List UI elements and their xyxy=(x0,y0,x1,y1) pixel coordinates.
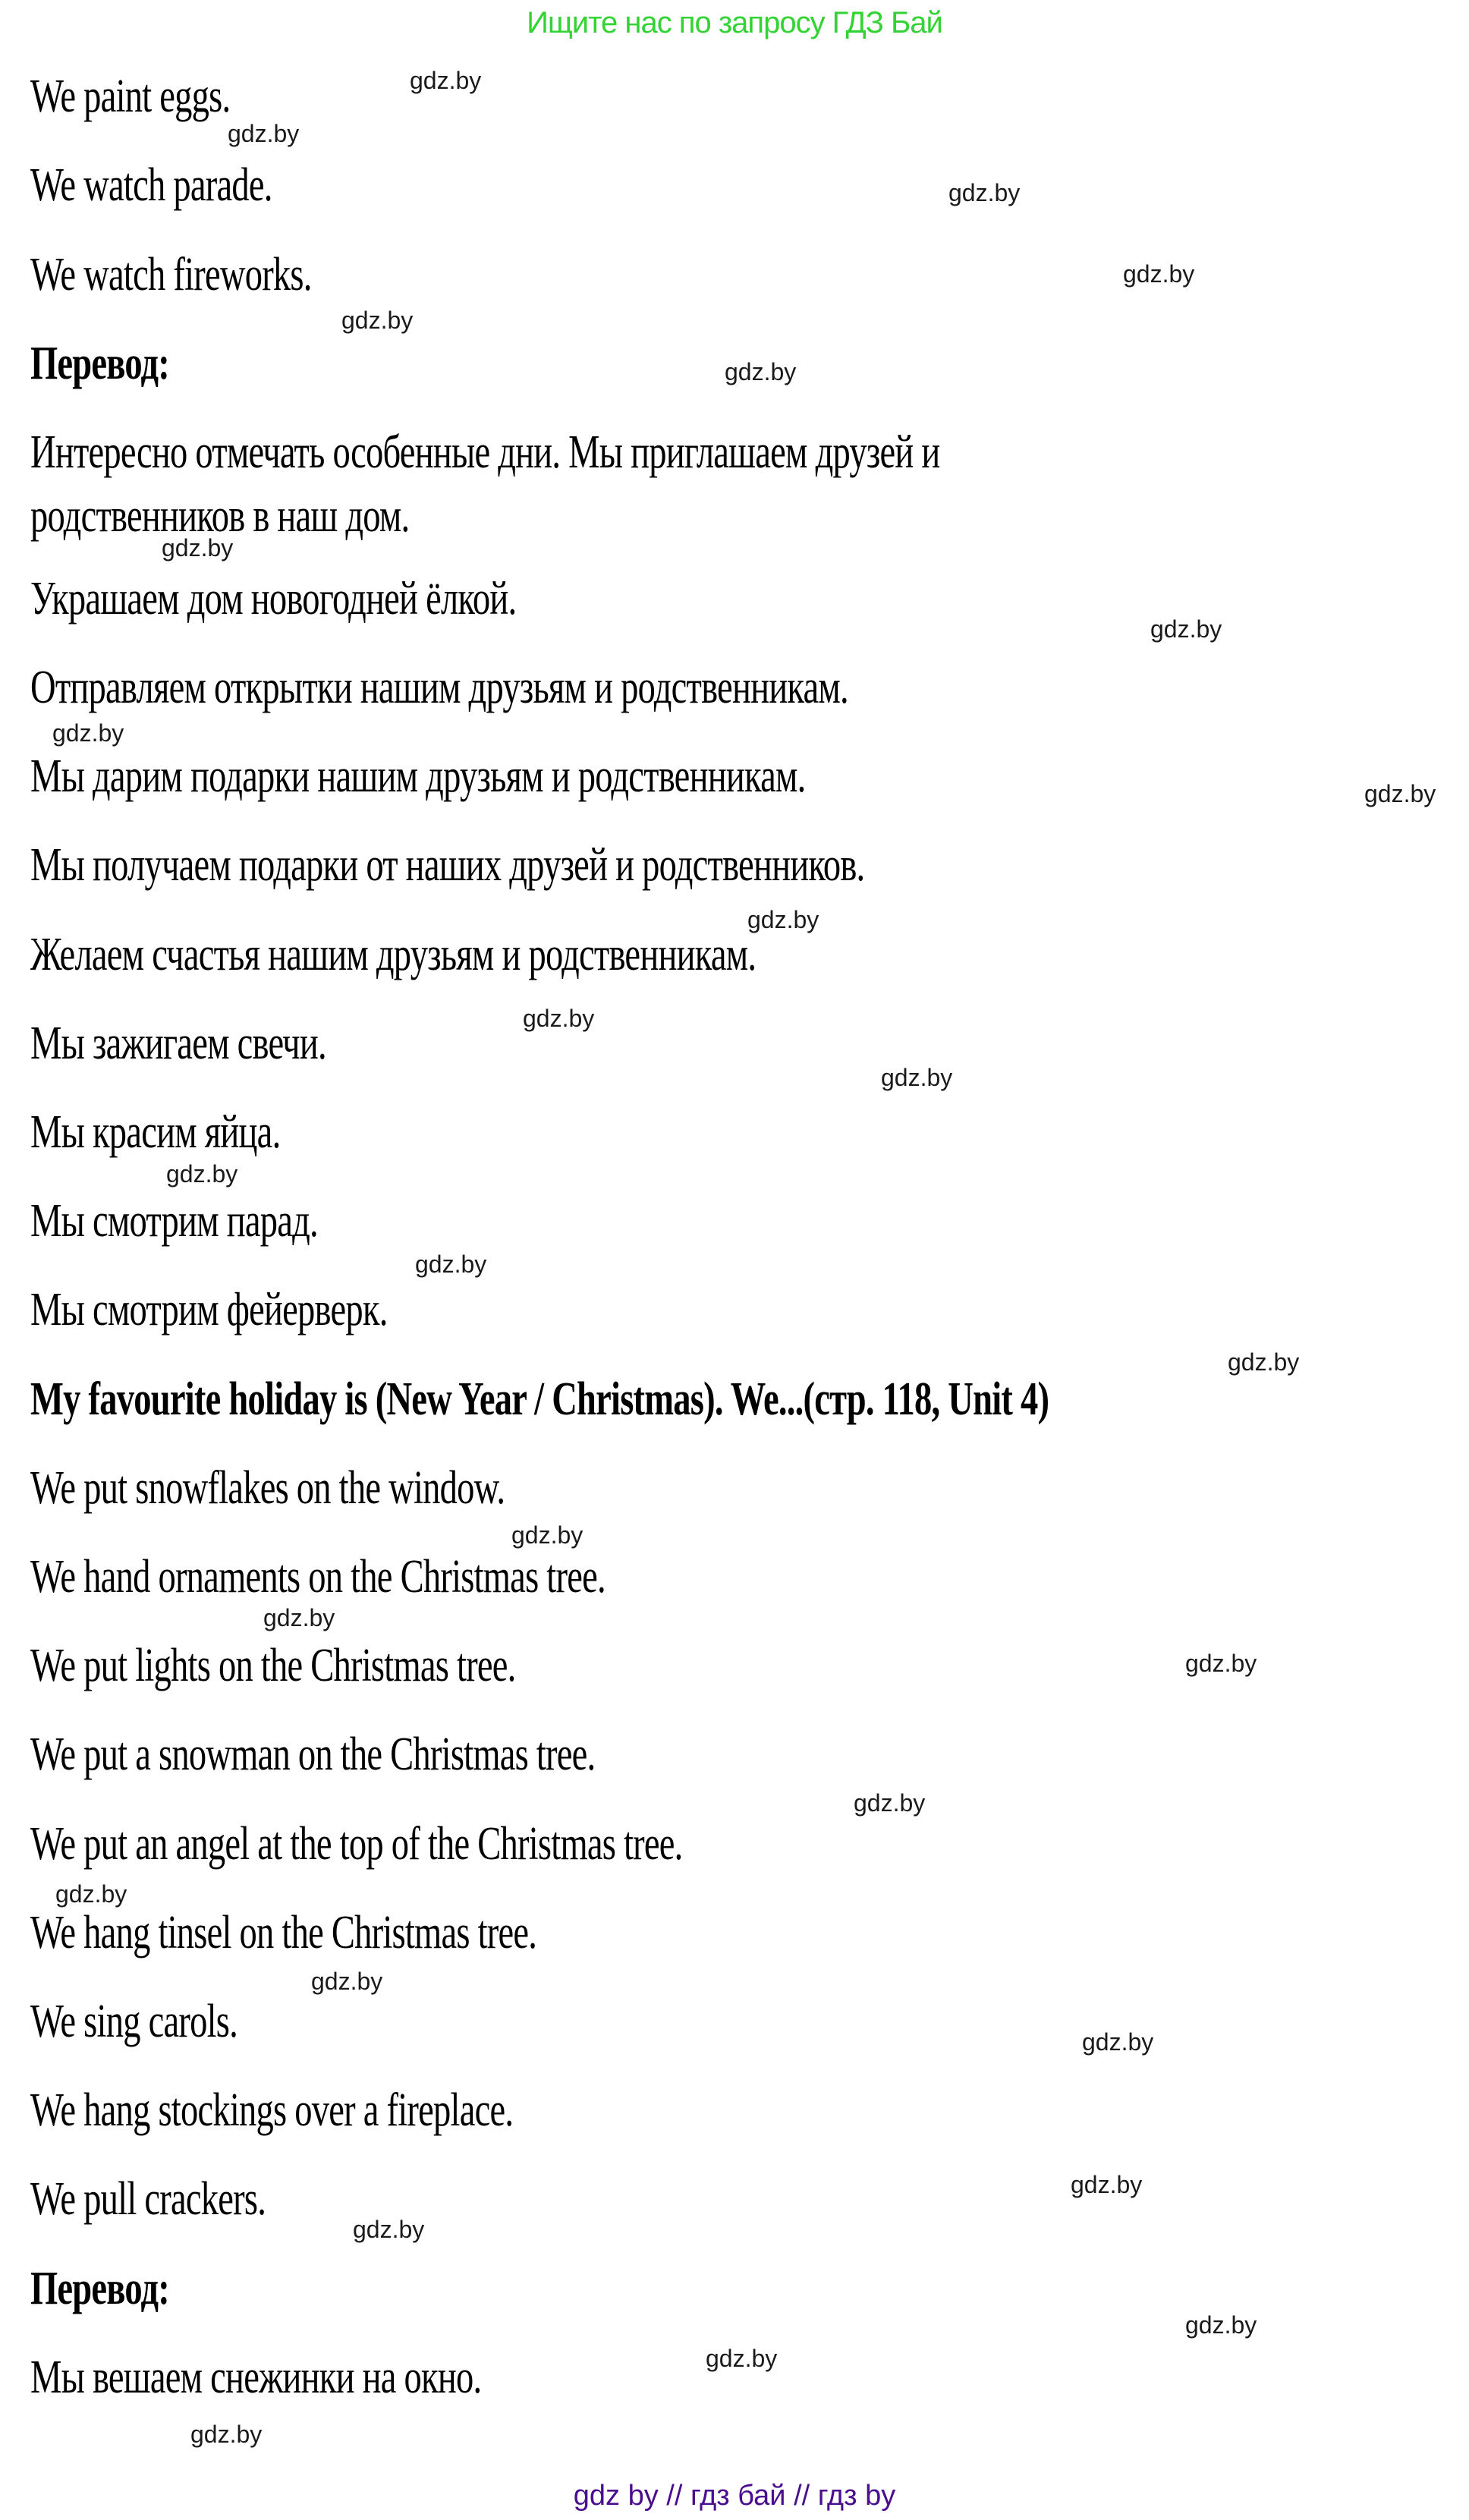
gdz-watermark-text: gdz.by xyxy=(311,1968,383,1995)
sentence-line xyxy=(30,1553,606,1602)
sentence-line xyxy=(30,428,940,477)
sentence-line xyxy=(30,841,864,890)
gdz-watermark-text: gdz.by xyxy=(854,1789,926,1817)
sentence-line xyxy=(30,1285,388,1335)
gdz-watermark-text: gdz.by xyxy=(1150,615,1222,643)
gdz-watermark-text: gdz.by xyxy=(725,358,797,385)
gdz-watermark-text: gdz.by xyxy=(948,179,1021,206)
sentence-line xyxy=(30,574,516,624)
sentence-text: Мы получаем подарки от наших друзей и родственников. xyxy=(30,839,865,891)
sentence-text: We put an angel at the top of the Christmas tree. xyxy=(30,1818,683,1870)
gdz-watermark xyxy=(854,1791,925,1815)
sentence-text: Интересно отмечать особенные дни. Мы приглашаем друзей и xyxy=(30,426,940,478)
gdz-watermark xyxy=(725,360,796,384)
gdz-watermark xyxy=(1364,782,1436,806)
gdz-watermark-text: gdz.by xyxy=(228,120,300,147)
gdz-watermark-text: gdz.by xyxy=(523,1005,595,1032)
sentence-line xyxy=(30,1464,505,1513)
sentence-line xyxy=(30,1375,1049,1424)
gdz-watermark xyxy=(410,68,481,93)
sentence-line xyxy=(30,1820,683,1869)
sentence-text: We sing carols. xyxy=(30,1996,237,2047)
gdz-watermark xyxy=(415,1252,486,1276)
site-footer-text: gdz by // гдз бай // гдз by xyxy=(573,2480,896,2512)
gdz-watermark-text: gdz.by xyxy=(190,2421,263,2448)
gdz-watermark xyxy=(511,1523,583,1547)
gdz-watermark xyxy=(190,2422,262,2446)
gdz-watermark xyxy=(311,1969,382,1993)
promo-header-text: Ищите нас по запросу ГДЗ Бай xyxy=(527,6,942,39)
sentence-text: Перевод: xyxy=(30,338,170,389)
gdz-watermark-text: gdz.by xyxy=(1185,2311,1257,2339)
sentence-line xyxy=(30,2353,481,2402)
gdz-watermark-text: gdz.by xyxy=(353,2216,425,2243)
gdz-watermark xyxy=(1228,1350,1299,1374)
gdz-watermark xyxy=(162,536,233,560)
gdz-watermark xyxy=(1150,617,1222,641)
gdz-watermark xyxy=(706,2346,777,2371)
gdz-watermark-text: gdz.by xyxy=(1082,2028,1154,2056)
sentence-text: Мы смотрим парад. xyxy=(30,1195,318,1247)
gdz-watermark-text: gdz.by xyxy=(1228,1348,1300,1376)
sentence-text: Мы смотрим фейерверк. xyxy=(30,1284,388,1336)
gdz-watermark-text: gdz.by xyxy=(706,2345,778,2372)
sentence-line xyxy=(30,250,312,300)
sentence-text: We put snowflakes on the window. xyxy=(30,1462,505,1514)
gdz-watermark-text: gdz.by xyxy=(1123,260,1195,288)
sentence-line xyxy=(30,1108,280,1157)
sentence-text: We paint eggs. xyxy=(30,71,231,122)
sentence-line xyxy=(30,1019,326,1068)
gdz-watermark xyxy=(1123,262,1194,286)
gdz-watermark xyxy=(341,308,413,332)
gdz-watermark-text: gdz.by xyxy=(410,67,482,94)
gdz-watermark-text: gdz.by xyxy=(747,906,819,933)
gdz-watermark xyxy=(55,1882,127,1906)
gdz-watermark xyxy=(353,2217,424,2242)
gdz-watermark-text: gdz.by xyxy=(1364,780,1436,807)
sentence-text: We hang stockings over a fireplace. xyxy=(30,2084,514,2136)
sentence-line xyxy=(30,2264,169,2314)
sentence-text: We watch parade. xyxy=(30,159,272,211)
sentence-text: родственников в наш дом. xyxy=(30,490,410,542)
gdz-watermark xyxy=(948,181,1020,205)
gdz-watermark xyxy=(263,1606,335,1630)
sentence-text: Перевод: xyxy=(30,2263,170,2314)
sentence-text: We watch fireworks. xyxy=(30,249,312,300)
gdz-watermark-text: gdz.by xyxy=(1071,2171,1143,2198)
sentence-text: Мы дарим подарки нашим друзьям и родственникам. xyxy=(30,750,806,802)
sentence-text: We pull crackers. xyxy=(30,2173,266,2225)
gdz-watermark-text: gdz.by xyxy=(1185,1650,1257,1677)
gdz-watermark-text: gdz.by xyxy=(52,719,124,747)
sentence-line xyxy=(30,752,806,801)
sentence-line xyxy=(30,930,756,980)
gdz-watermark xyxy=(747,908,819,932)
gdz-watermark xyxy=(1071,2172,1142,2197)
sentence-text: We put a snowman on the Christmas tree. xyxy=(30,1729,596,1780)
gdz-watermark-text: gdz.by xyxy=(166,1160,238,1188)
sentence-text: Мы красим яйца. xyxy=(30,1106,281,1158)
gdz-watermark-text: gdz.by xyxy=(55,1880,127,1908)
sentence-line xyxy=(30,161,272,210)
sentence-line xyxy=(30,339,169,389)
gdz-watermark xyxy=(523,1006,594,1030)
gdz-watermark xyxy=(52,721,124,745)
gdz-watermark xyxy=(1082,2030,1153,2054)
sentence-text: Отправляем открытки нашим друзьям и родственникам. xyxy=(30,662,848,713)
sentence-text: We hang tinsel on the Christmas tree. xyxy=(30,1907,537,1958)
sentence-line xyxy=(30,663,848,713)
sentence-text: Мы вешаем снежинки на окно. xyxy=(30,2352,482,2403)
sentence-text: Украшаем дом новогодней ёлкой. xyxy=(30,573,517,624)
gdz-watermark xyxy=(166,1162,237,1186)
sentence-line xyxy=(30,1730,595,1779)
sentence-line xyxy=(30,1197,318,1246)
gdz-watermark xyxy=(228,121,299,146)
gdz-watermark-text: gdz.by xyxy=(263,1604,335,1631)
sentence-line xyxy=(30,2175,266,2224)
sentence-text: Желаем счастья нашим друзьям и родственникам. xyxy=(30,929,757,980)
sentence-text: Мы зажигаем свечи. xyxy=(30,1018,326,1069)
gdz-watermark-text: gdz.by xyxy=(415,1251,487,1278)
sentence-line xyxy=(30,1641,516,1691)
sentence-text: We put lights on the Christmas tree. xyxy=(30,1640,516,1691)
gdz-watermark-text: gdz.by xyxy=(341,307,414,334)
gdz-watermark xyxy=(1185,2313,1257,2337)
sentence-line xyxy=(30,1908,536,1958)
sentence-text: My favourite holiday is (New Year / Christmas). We...(стр. 118, Unit 4) xyxy=(30,1373,1049,1425)
sentence-line xyxy=(30,2086,513,2135)
sentence-line xyxy=(30,1997,237,2047)
sentence-text: We hand ornaments on the Christmas tree. xyxy=(30,1551,606,1603)
gdz-watermark-text: gdz.by xyxy=(511,1521,584,1549)
gdz-watermark xyxy=(1185,1651,1257,1675)
sentence-line xyxy=(30,72,230,121)
gdz-watermark-text: gdz.by xyxy=(162,534,234,562)
gdz-watermark-text: gdz.by xyxy=(881,1064,953,1091)
gdz-watermark xyxy=(881,1065,952,1090)
